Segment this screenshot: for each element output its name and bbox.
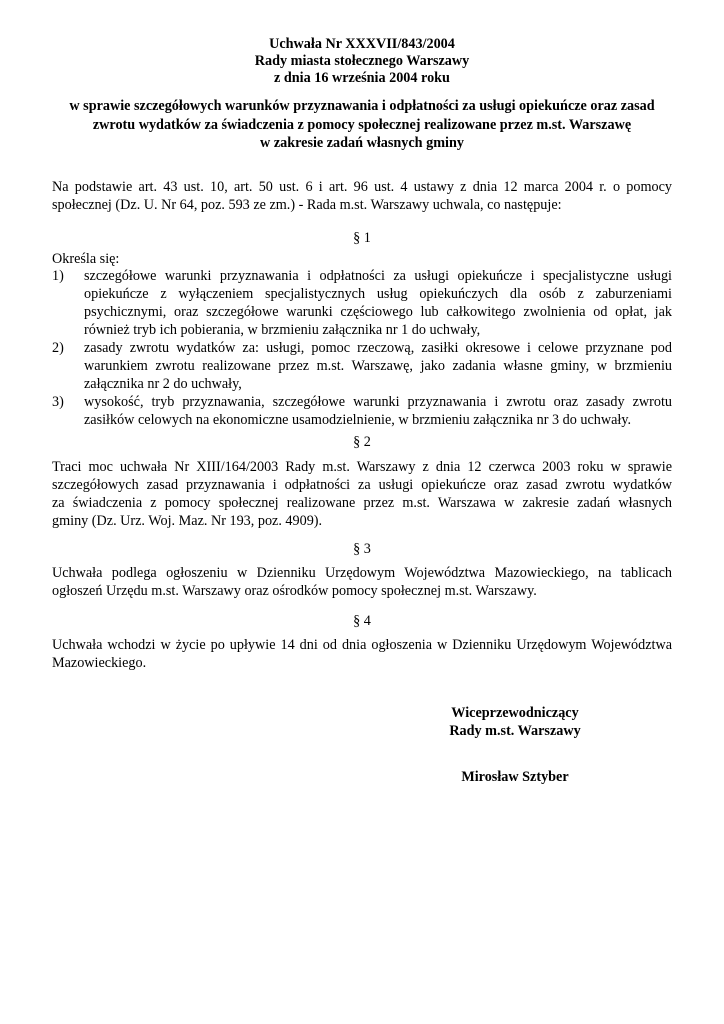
resolution-header — [0, 36, 724, 87]
paragraph-line: za świadczenia z pomocy społecznej realizowane przez m.st. Warszawa w zakresie zadań własnych — [52, 495, 672, 511]
paragraph-line: gminy (Dz. Urz. Woj. Maz. Nr 193, poz. 4909). — [52, 513, 323, 529]
section-1-list — [52, 267, 672, 429]
list-item-line: opiekuńcze z wyłączeniem specjalistycznych usług opiekuńczych dla osób z zaburzeniami — [84, 286, 672, 302]
list-item-number: 1) — [52, 268, 64, 284]
list-item — [52, 267, 672, 339]
list-item-line: szczegółowe warunki przyznawania i odpłatności za usługi opiekuńcze i specjalistyczne usługi — [84, 268, 672, 284]
paragraph-line: Traci moc uchwała Nr XIII/164/2003 Rady m.st. Warszawy z dnia 12 czerwca 2003 roku w sprawie — [52, 459, 672, 475]
list-item-line: warunkiem zwrotu realizowane przez m.st. Warszawę, jako zadania własne gminy, w brzmieniu — [84, 358, 672, 374]
list-item-number: 2) — [52, 340, 64, 356]
section-1-intro: Określa się: — [52, 251, 120, 267]
list-item-line: również tryb ich pobierania, w brzmieniu załącznika nr 1 do uchwały, — [84, 322, 481, 338]
council-name: Rady miasta stołecznego Warszawy — [254, 53, 470, 69]
list-item — [52, 393, 672, 429]
preamble — [52, 178, 672, 214]
paragraph-line: szczegółowych zasad przyznawania i odpłatności za usługi opiekuńcze oraz zasad zwrotu wydatków — [52, 477, 672, 493]
signatory-council: Rady m.st. Warszawy — [449, 723, 581, 739]
paragraph-line: Mazowieckiego. — [52, 655, 147, 671]
resolution-date: z dnia 16 września 2004 roku — [274, 70, 450, 86]
signature-block — [420, 704, 610, 740]
preamble-line: Na podstawie art. 43 ust. 10, art. 50 ust. 6 i art. 96 ust. 4 ustawy z dnia 12 marca 2004 r. o pomocy — [52, 179, 672, 195]
resolution-subject — [0, 97, 724, 153]
subject-line: w sprawie szczegółowych warunków przyznawania i odpłatności za usługi opiekuńcze oraz zasad — [69, 98, 655, 114]
list-item-number: 3) — [52, 394, 64, 410]
subject-line: zwrotu wydatków za świadczenia z pomocy społecznej realizowane przez m.st. Warszawę — [92, 116, 632, 133]
resolution-number: Uchwała Nr XXXVII/843/2004 — [269, 36, 455, 52]
signatory-title: Wiceprzewodniczący — [451, 705, 579, 721]
section-3-heading: § 3 — [353, 541, 371, 557]
subject-line: w zakresie zadań własnych gminy — [260, 135, 464, 151]
list-item-line: załącznika nr 2 do uchwały, — [84, 376, 242, 392]
section-2-text — [52, 458, 672, 530]
list-item-line: zasady zwrotu wydatków za: usługi, pomoc rzeczową, zasiłki okresowe i celowe przyznane pod — [84, 340, 672, 356]
preamble-line: społecznej (Dz. U. Nr 64, poz. 593 ze zm.) - Rada m.st. Warszawy uchwala, co następuje: — [52, 197, 562, 213]
paragraph-line: Uchwała podlega ogłoszeniu w Dzienniku Urzędowym Województwa Mazowieckiego, na tablicach — [52, 565, 672, 581]
section-4-heading: § 4 — [353, 613, 371, 629]
section-3-text — [52, 564, 672, 600]
list-item-line: psychicznymi, oraz szczegółowe warunki częściowego lub całkowitego zwolnienia od opłat, jak — [84, 304, 672, 320]
list-item — [52, 339, 672, 393]
paragraph-line: Uchwała wchodzi w życie po upływie 14 dni od dnia ogłoszenia w Dzienniku Urzędowym Województwa — [52, 637, 672, 653]
signatory-name: Mirosław Sztyber — [461, 769, 569, 785]
section-1-heading: § 1 — [353, 230, 371, 246]
section-4-text — [52, 636, 672, 672]
section-2-heading: § 2 — [353, 434, 371, 450]
list-item-line: wysokość, tryb przyznawania, szczegółowe warunki przyznawania i zwrotu oraz zasady zwrotu — [84, 394, 672, 410]
paragraph-line: ogłoszeń Urzędu m.st. Warszawy oraz ośrodków pomocy społecznej m.st. Warszawy. — [52, 583, 537, 599]
list-item-line: zasiłków celowych na ekonomiczne usamodzielnienie, w brzmieniu załącznika nr 3 do uchwały. — [84, 412, 632, 428]
